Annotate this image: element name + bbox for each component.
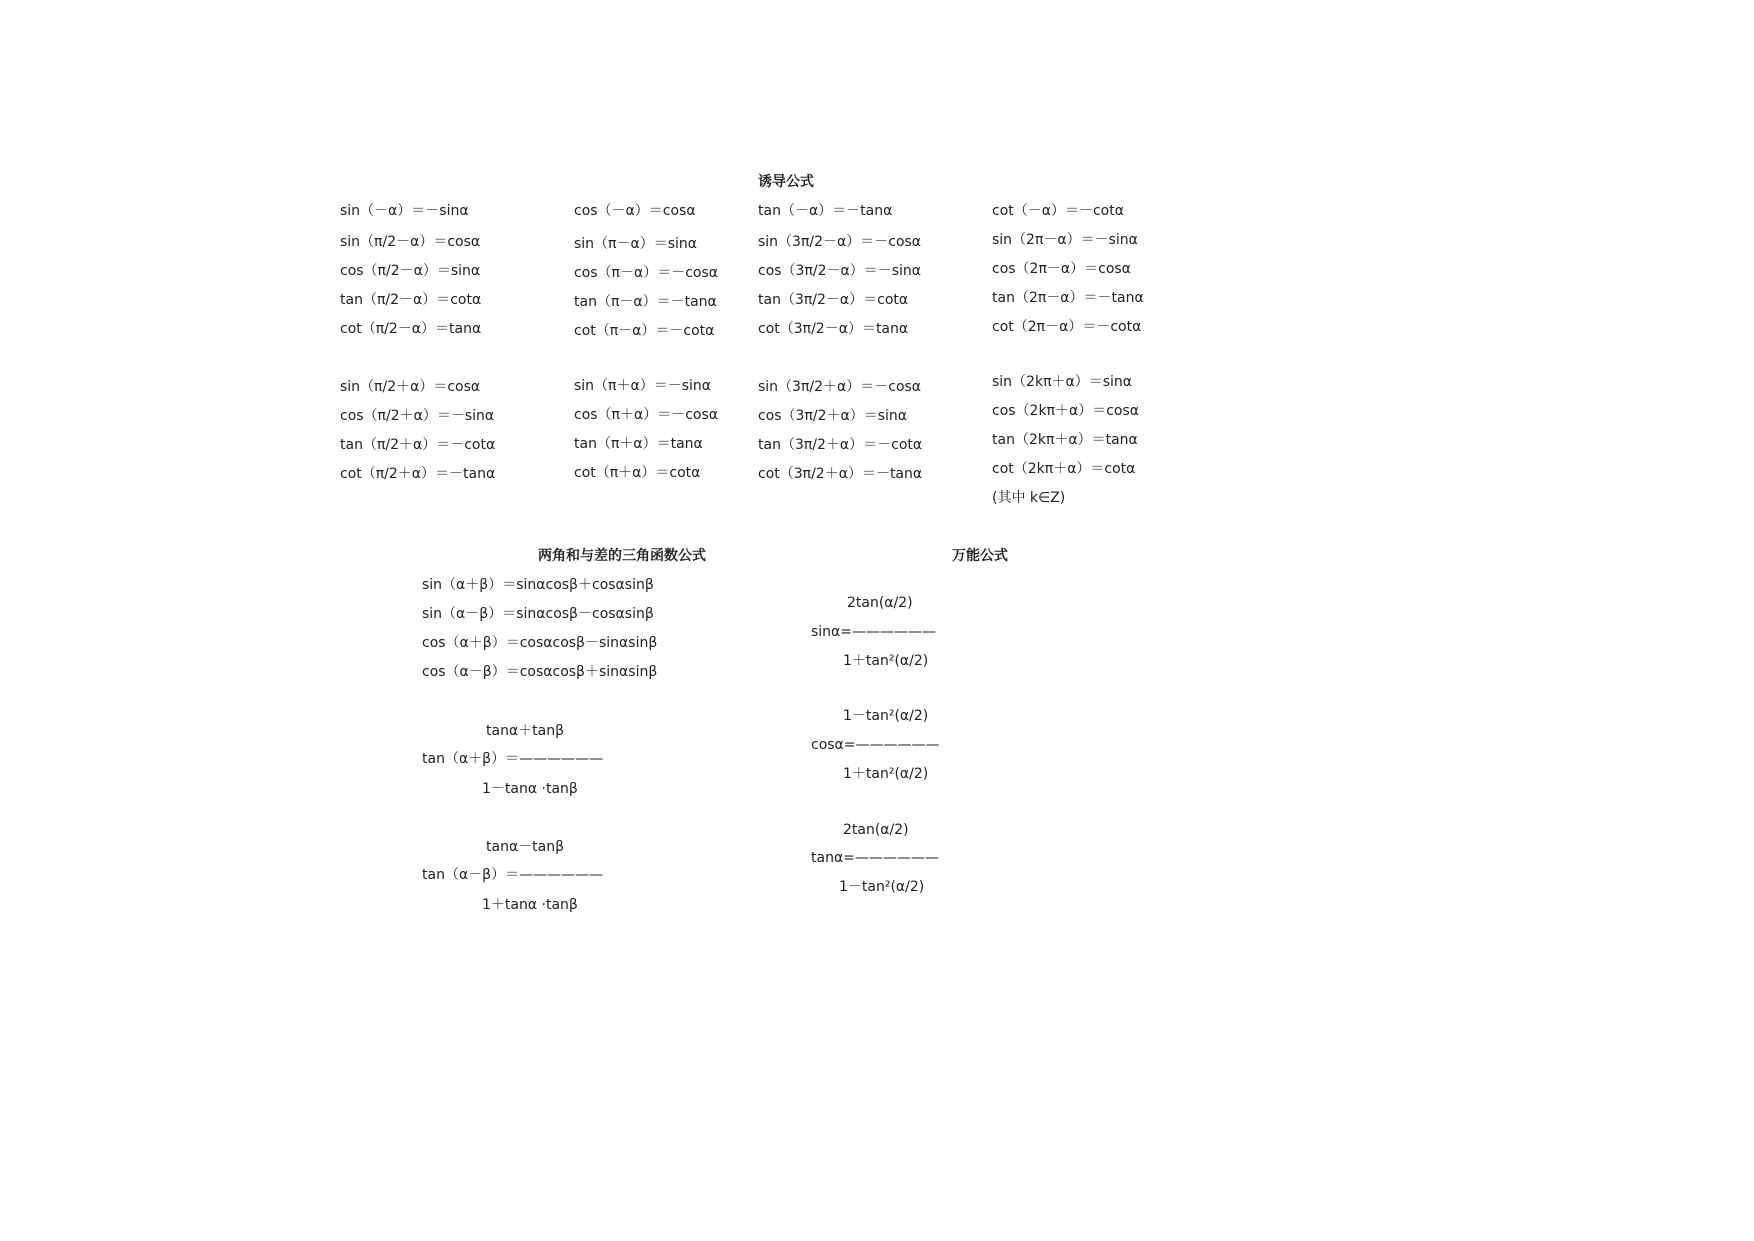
- fraction-numerator: tanα－tanβ: [486, 839, 565, 855]
- formula-line: tan（2kπ＋α）＝tanα: [992, 432, 1138, 448]
- formula-line: tan（π/2－α）＝cotα: [340, 292, 482, 308]
- formula-line: sin（π/2－α）＝cosα: [340, 234, 481, 250]
- formula-line: cos（2kπ＋α）＝cosα: [992, 403, 1140, 419]
- formula-line: sin（2π－α）＝－sinα: [992, 232, 1138, 248]
- fraction-numerator: 1－tan²(α/2): [843, 708, 929, 724]
- formula-line: cos（α＋β）＝cosαcosβ－sinαsinβ: [422, 635, 658, 651]
- formula-line: cot（π/2＋α）＝－tanα: [340, 466, 496, 482]
- fraction-lhs: tan（α＋β）＝——————: [422, 751, 604, 767]
- universal-title: 万能公式: [952, 548, 1008, 564]
- note-k-integer: (其中 k∈Z): [992, 490, 1066, 506]
- formula-line: sin（π＋α）＝－sinα: [574, 378, 711, 394]
- fraction-denominator: 1＋tan²(α/2): [843, 653, 929, 669]
- formula-line: cos（－α）＝cosα: [574, 203, 696, 219]
- formula-line: cos（3π/2－α）＝－sinα: [758, 263, 922, 279]
- formula-line: cos（π－α）＝－cosα: [574, 265, 718, 281]
- formula-line: tan（3π/2＋α）＝－cotα: [758, 437, 923, 453]
- fraction-lhs: cosα=——————: [811, 737, 940, 753]
- fraction-denominator: 1＋tanα ·tanβ: [482, 897, 578, 913]
- fraction-denominator: 1－tan²(α/2): [839, 879, 925, 895]
- formula-line: sin（－α）＝－sinα: [340, 203, 469, 219]
- formula-line: tan（－α）＝－tanα: [758, 203, 893, 219]
- formula-line: cos（α－β）＝cosαcosβ＋sinαsinβ: [422, 664, 658, 680]
- formula-line: sin（α－β）＝sinαcosβ－cosαsinβ: [422, 606, 654, 622]
- formula-line: cos（π＋α）＝－cosα: [574, 407, 718, 423]
- formula-line: tan（2π－α）＝－tanα: [992, 290, 1144, 306]
- formula-line: tan（π－α）＝－tanα: [574, 294, 717, 310]
- induction-title: 诱导公式: [758, 174, 814, 190]
- fraction-numerator: 2tan(α/2): [847, 595, 913, 611]
- formula-line: cos（3π/2＋α）＝sinα: [758, 408, 908, 424]
- formula-line: sin（3π/2－α）＝－cosα: [758, 234, 922, 250]
- formula-line: sin（α＋β）＝sinαcosβ＋cosαsinβ: [422, 577, 654, 593]
- formula-line: tan（3π/2－α）＝cotα: [758, 292, 909, 308]
- formula-line: sin（π/2＋α）＝cosα: [340, 379, 481, 395]
- formula-line: cos（π/2－α）＝sinα: [340, 263, 481, 279]
- formula-line: cot（2kπ＋α）＝cotα: [992, 461, 1136, 477]
- fraction-numerator: 2tan(α/2): [843, 822, 909, 838]
- fraction-denominator: 1＋tan²(α/2): [843, 766, 929, 782]
- formula-line: cot（3π/2－α）＝tanα: [758, 321, 909, 337]
- fraction-denominator: 1－tanα ·tanβ: [482, 781, 578, 797]
- formula-line: cot（π－α）＝－cotα: [574, 323, 715, 339]
- formula-line: sin（π－α）＝sinα: [574, 236, 697, 252]
- formula-line: cos（2π－α）＝cosα: [992, 261, 1131, 277]
- formula-line: cos（π/2＋α）＝－sinα: [340, 408, 495, 424]
- formula-line: cot（2π－α）＝－cotα: [992, 319, 1142, 335]
- formula-line: tan（π/2＋α）＝－cotα: [340, 437, 496, 453]
- formula-line: cot（π/2－α）＝tanα: [340, 321, 482, 337]
- fraction-lhs: tanα=——————: [811, 850, 939, 866]
- formula-line: cot（3π/2＋α）＝－tanα: [758, 466, 923, 482]
- fraction-lhs: sinα=——————: [811, 624, 937, 640]
- fraction-lhs: tan（α－β）＝——————: [422, 867, 604, 883]
- formula-line: tan（π＋α）＝tanα: [574, 436, 703, 452]
- formula-line: cot（π＋α）＝cotα: [574, 465, 701, 481]
- formula-line: sin（3π/2＋α）＝－cosα: [758, 379, 922, 395]
- sum-diff-title: 两角和与差的三角函数公式: [538, 548, 706, 564]
- formula-line: sin（2kπ＋α）＝sinα: [992, 374, 1133, 390]
- formula-line: cot（－α）＝－cotα: [992, 203, 1124, 219]
- fraction-numerator: tanα＋tanβ: [486, 723, 565, 739]
